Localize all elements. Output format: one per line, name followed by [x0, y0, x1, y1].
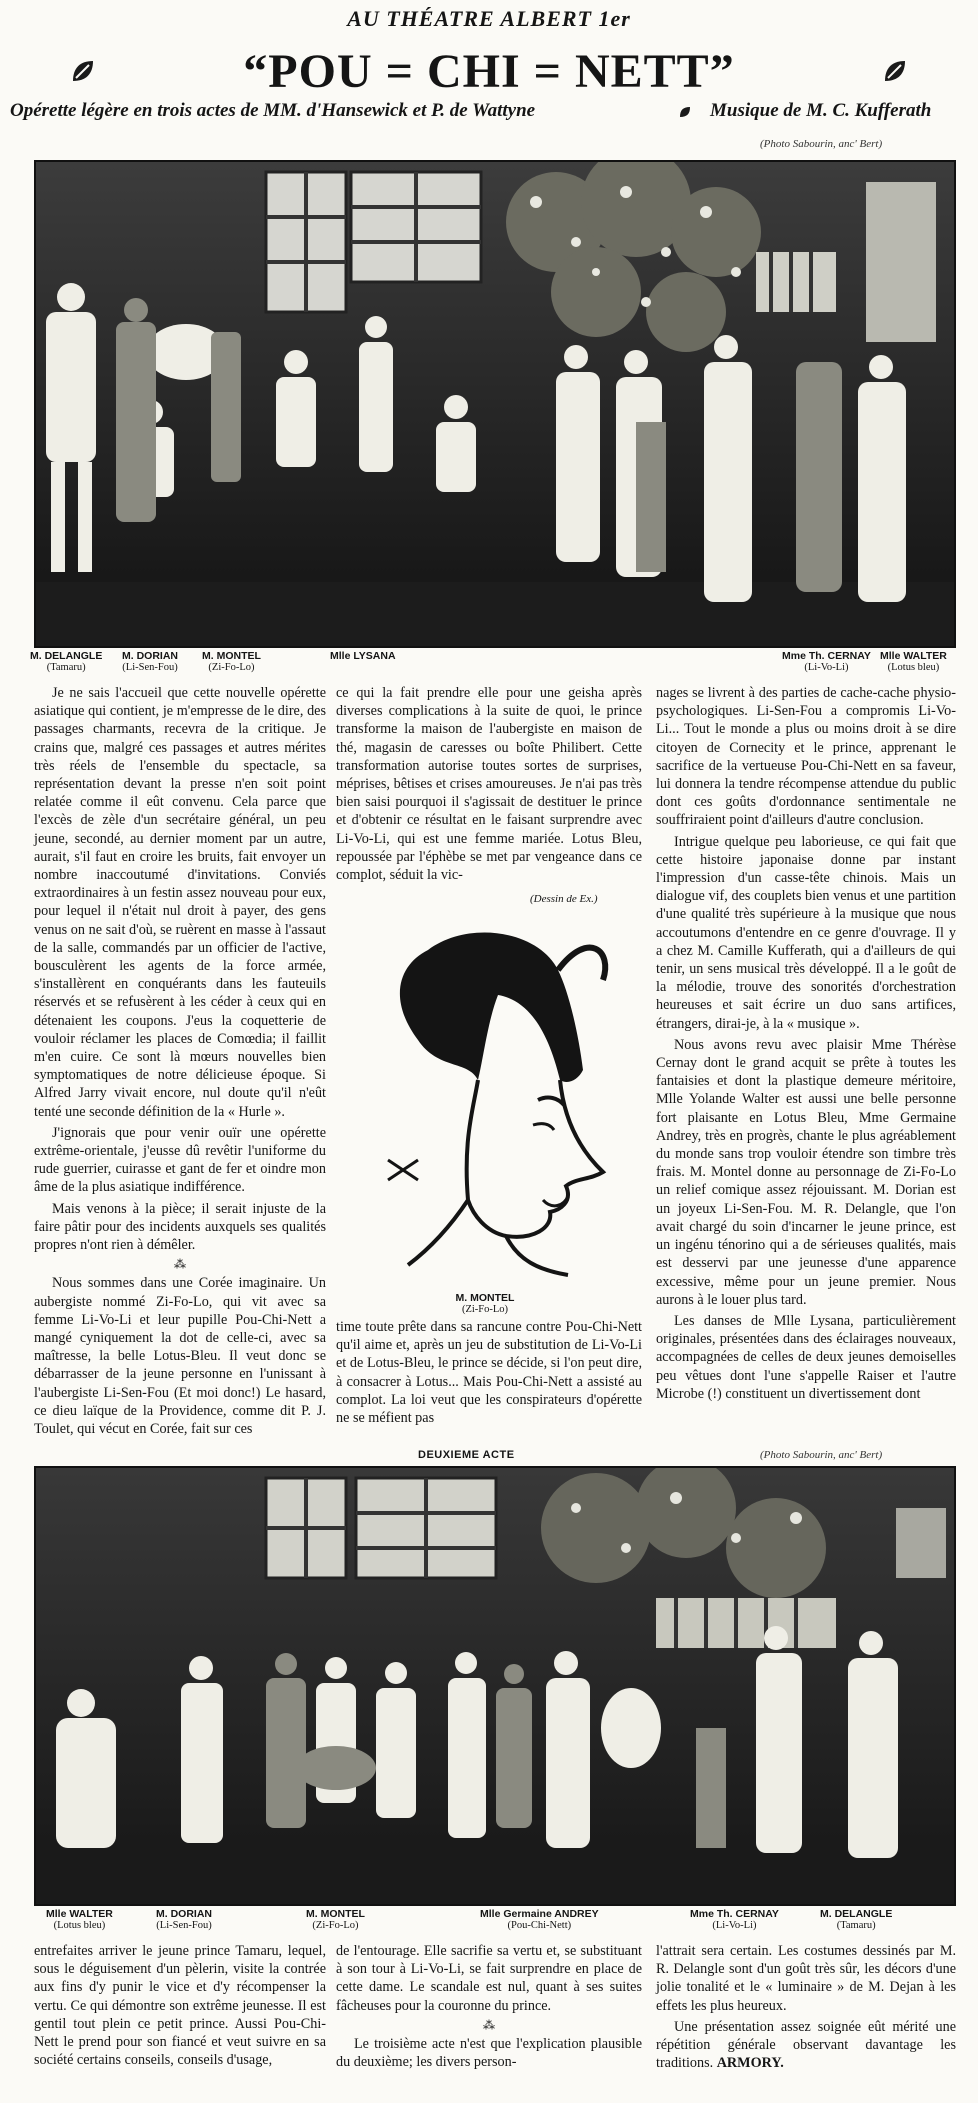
section-divider: ⁂ — [483, 2017, 495, 2032]
photo-captions-act-two — [30, 1908, 960, 1936]
caption: M. DORIAN (Li-Sen-Fou) — [156, 1908, 212, 1931]
caption: Mlle Germaine ANDREY (Pou-Chi-Nett) — [480, 1908, 599, 1931]
caption: Mlle WALTER (Lotus bleu) — [46, 1908, 113, 1931]
leaf-ornament-icon — [882, 58, 908, 84]
article-column-1 — [34, 684, 326, 1441]
paragraph: Je ne sais l'accueil que cette nouvelle opérette asiatique qui contient, je m'empresse de le dire, des passages charmants, recevra de la critique. Je crains que, malgré ces passages et autres mérites très réels de l'ensemble du spectacle, sa représentation devant la presse n'en soit point relatée comme il eût convenu. Cela parce que l'excès de zèle d'un secrétaire général, un peu jeune, secondé, au dernier moment par un autre, aurait, s'il faut en croire les bruits, fait envoyer un nombre inaccoutumé d'invitations. Conviés extraordinaires à un festin assez nouveau pour eux, pour lequel il n'était nul droit à payer, des gens venus on ne sait d'où, se ruèrent en masse à l'assaut de la salle, commandés par un officier de l'active, bousculèrent les agents de la force armée, s'installèrent en conquérants dans les fauteuils réservés et se refusèrent à les céder à ceux qui en détenaient les coupons. J'eus la coquetterie de vouloir réclamer les places de Comœdia; il faillit m'en cuire. Ce sont là mœurs nouvelles bien symptomatiques de notre délicieuse époque. Si Alfred Jarry vivait encore, nul doute qu'il n'eût tenté une seconde définition de la « Hurle ». — [34, 685, 326, 1120]
section-divider: ⁂ — [174, 1257, 186, 1272]
caption: Mlle LYSANA — [330, 650, 396, 662]
paragraph: entrefaites arriver le jeune prince Tamaru, lequel, sous le déguisement d'un pèlerin, visite la contrée aux fins d'y punir le vice et d'y récompenser la vertu. Ce qui démontre son extrême jeunesse. Il est gentil tout plein ce petit prince. Aussi Pou-Chi-Nett le prend pour son fiancé et veut suivre en sa société certains conseils, conseils d'usage, — [34, 1943, 326, 2069]
author-signature: ARMORY. — [716, 2055, 784, 2072]
caption: M. DELANGLE (Tamaru) — [30, 650, 103, 673]
drawing-credit: (Dessin de Ex.) — [530, 893, 598, 905]
stage-photo-act-one — [34, 160, 956, 648]
paragraph: l'attrait sera certain. Les costumes dessinés par M. R. Delangle sont d'un goût très sûr, les décors d'une jolie tonalité et le « luminaire » de M. Dejan à les effets les plus heureux. — [656, 1943, 956, 2014]
paragraph: de l'entourage. Elle sacrifie sa vertu et, se substituant à son tour à Li-Vo-Li, se fait surprendre en place de cette dame. Le scandale est nul, quant à ses suites fâcheuses pour la couronne du prince. — [336, 1943, 642, 2014]
paragraph: Une présentation assez soignée eût mérité une répétition générale observant davantage les traditions. ARMORY. — [656, 2018, 956, 2072]
caption: Mme Th. CERNAY (Li-Vo-Li) — [782, 650, 871, 673]
caption: Mme Th. CERNAY (Li-Vo-Li) — [690, 1908, 779, 1931]
page-title: “POU = CHI = NETT” — [243, 45, 735, 98]
title-row — [40, 44, 938, 100]
photo-captions-act-one — [30, 650, 960, 678]
act-label: DEUXIEME ACTE — [418, 1449, 515, 1461]
caption: M. MONTEL (Zi-Fo-Lo) — [306, 1908, 365, 1931]
caricature-drawing — [328, 910, 628, 1290]
leaf-separator-icon — [678, 105, 692, 119]
article-column-2-bottom — [336, 1318, 642, 1430]
paragraph: Mais venons à la pièce; il serait injuste de la faire pâtir pour des incidents auxquels ses qualités propres n'ont rien à démêler. — [34, 1200, 326, 1254]
subtitle: Opérette légère en trois actes de MM. d'Hansewick et P. de Wattyne — [10, 100, 536, 121]
paragraph: ce qui la fait prendre elle pour une geisha après diverses complications à la suite de quoi, le prince transforme la maison de l'aubergiste en maison de thé, magasin de caresses ou boîte Philibert. Cette transformation autorise toutes sortes de surprises, méprises, bêtises et crises amoureuses. Je n'ai pas très bien saisi pourquoi il s'agissait de destituer le prince et d'obtenir ce résultat en le faisant surprendre avec Li-Vo-Li, qui est une femme mariée. Lotus Bleu, repoussée par l'éphèbe se met par vengeance dans ce complot, séduit la vic- — [336, 685, 642, 884]
paragraph: nages se livrent à des parties de cache-cache physio-psychologiques. Li-Sen-Fou a compromis Li-Vo-Li... Tout le monde a plus ou moins droit à se dire citoyen de Cornecity et le prince, apprenant le sacrifice de la vertueuse Pou-Chi-Nett en sa faveur, lui donnera la tendre récompense attendue du public dont ces goûts d'ordonnance sentimentale ne souffriraient point d'ailleurs d'autre conclusion. — [656, 685, 956, 829]
caption: M. DORIAN (Li-Sen-Fou) — [122, 650, 178, 673]
paragraph: Les danses de Mlle Lysana, particulièrement originales, présentées dans des éclairages nouveaux, accompagnées de celles de deux jeunes demoiselles peu vêtues dont l'une s'appelle Raiser et l'autre Microbe (!) constituent un divertissement dont — [656, 1312, 956, 1402]
paragraph: Nous avons revu avec plaisir Mme Thérèse Cernay dont le grand acquit se prête à toutes les fantaisies et dont la plastique demeure méritoire, Mlle Yolande Walter est aussi une belle personne fort plaisante en Lotus Bleu, Mme Germaine Andrey, très en progrès, chante le plus agréablement du monde sans trop vouloir étendre son timbre très frais. M. Montel donne au personnage de Zi-Fo-Lo un relief comique assez réjouissant. M. Dorian est un joyeux Li-Sen-Fou. M. R. Delangle, que l'on avait chargé du soin d'incarner le jeune prince, est un ingénu ténorino qui a de sérieuses qualités, mais est desservi par une jeunesse d'une apparence excessive, même pour un jeune premier. Nous aurons à le louer plus tard. — [656, 1036, 956, 1308]
photo-credit: (Photo Sabourin, anc' Bert) — [760, 1449, 883, 1461]
paragraph: Le troisième acte n'est que l'explication plausible du deuxième; les divers person- — [336, 2035, 642, 2071]
music-credit: Musique de M. C. Kufferath — [710, 100, 932, 121]
kicker-heading: AU THÉATRE ALBERT 1er — [347, 6, 631, 31]
drawing-caption: M. MONTEL (Zi-Fo-Lo) — [455, 1292, 515, 1315]
article-column-3 — [656, 684, 956, 1406]
subtitle-row — [10, 100, 968, 126]
caption: Mlle WALTER (Lotus bleu) — [880, 650, 947, 673]
article-column-2-top — [336, 684, 642, 887]
paragraph: time toute prête dans sa rancune contre Pou-Chi-Nett qu'il aime et, après un jeu de substitution de Li-Vo-Li et de Lotus-Bleu, le prince se décide, si l'on peut dire, à consacrer à Lotus... Mais Pou-Chi-Nett a assisté au complot. La loi veut que les conspirateurs d'opérette ne se méfient pas — [336, 1319, 642, 1427]
caption: M. DELANGLE (Tamaru) — [820, 1908, 893, 1931]
caption: M. MONTEL (Zi-Fo-Lo) — [202, 650, 261, 673]
paragraph: J'ignorais que pour venir ouïr une opérette extrême-orientale, j'eusse dû revêtir l'uniforme du rude guerrier, cuirasse et gant de fer et oindre mon âme de la plus asiatique indifférence. — [34, 1124, 326, 1196]
bottom-column-3 — [656, 1942, 956, 2075]
bottom-column-1 — [34, 1942, 326, 2072]
paragraph: Intrigue quelque peu laborieuse, ce qui fait que cette histoire japonaise donne par instant l'impression d'un casse-tête chinois. Mais un dialogue vif, des couplets bien venus et une partition d'une qualité très supérieure à la musique que nous accoutumons d'entendre en ce genre d'ouvrage. Il y a chez M. Camille Kufferath, qui a d'ailleurs de qui tenir, un sens musical très développé. Il a le goût de la mélodie, trouve des sonorités d'orchestration heureuses et sait écrire un duo sans artifices, étrangers, dirai-je, à la « musique ». — [656, 833, 956, 1032]
paragraph: Nous sommes dans une Corée imaginaire. Un aubergiste nommé Zi-Fo-Lo, qui vit avec sa femme Li-Vo-Li et leur pupille Pou-Chi-Nett a mangé cyniquement la dot de celle-ci, avec sa maîtresse, la belle Lotus-Bleu. Il veut donc se débarrasser de la jeune personne en l'unissant à l'aubergiste Li-Sen-Fou (Et moi donc!) Le hasard, ce dieu laïque de la Providence, comme dit P. J. Toulet, qui vécut en Corée, fait sur ces — [34, 1275, 326, 1437]
stage-photo-act-two — [34, 1466, 956, 1906]
bottom-column-2 — [336, 1942, 642, 2074]
photo-credit: (Photo Sabourin, anc' Bert) — [760, 138, 883, 150]
